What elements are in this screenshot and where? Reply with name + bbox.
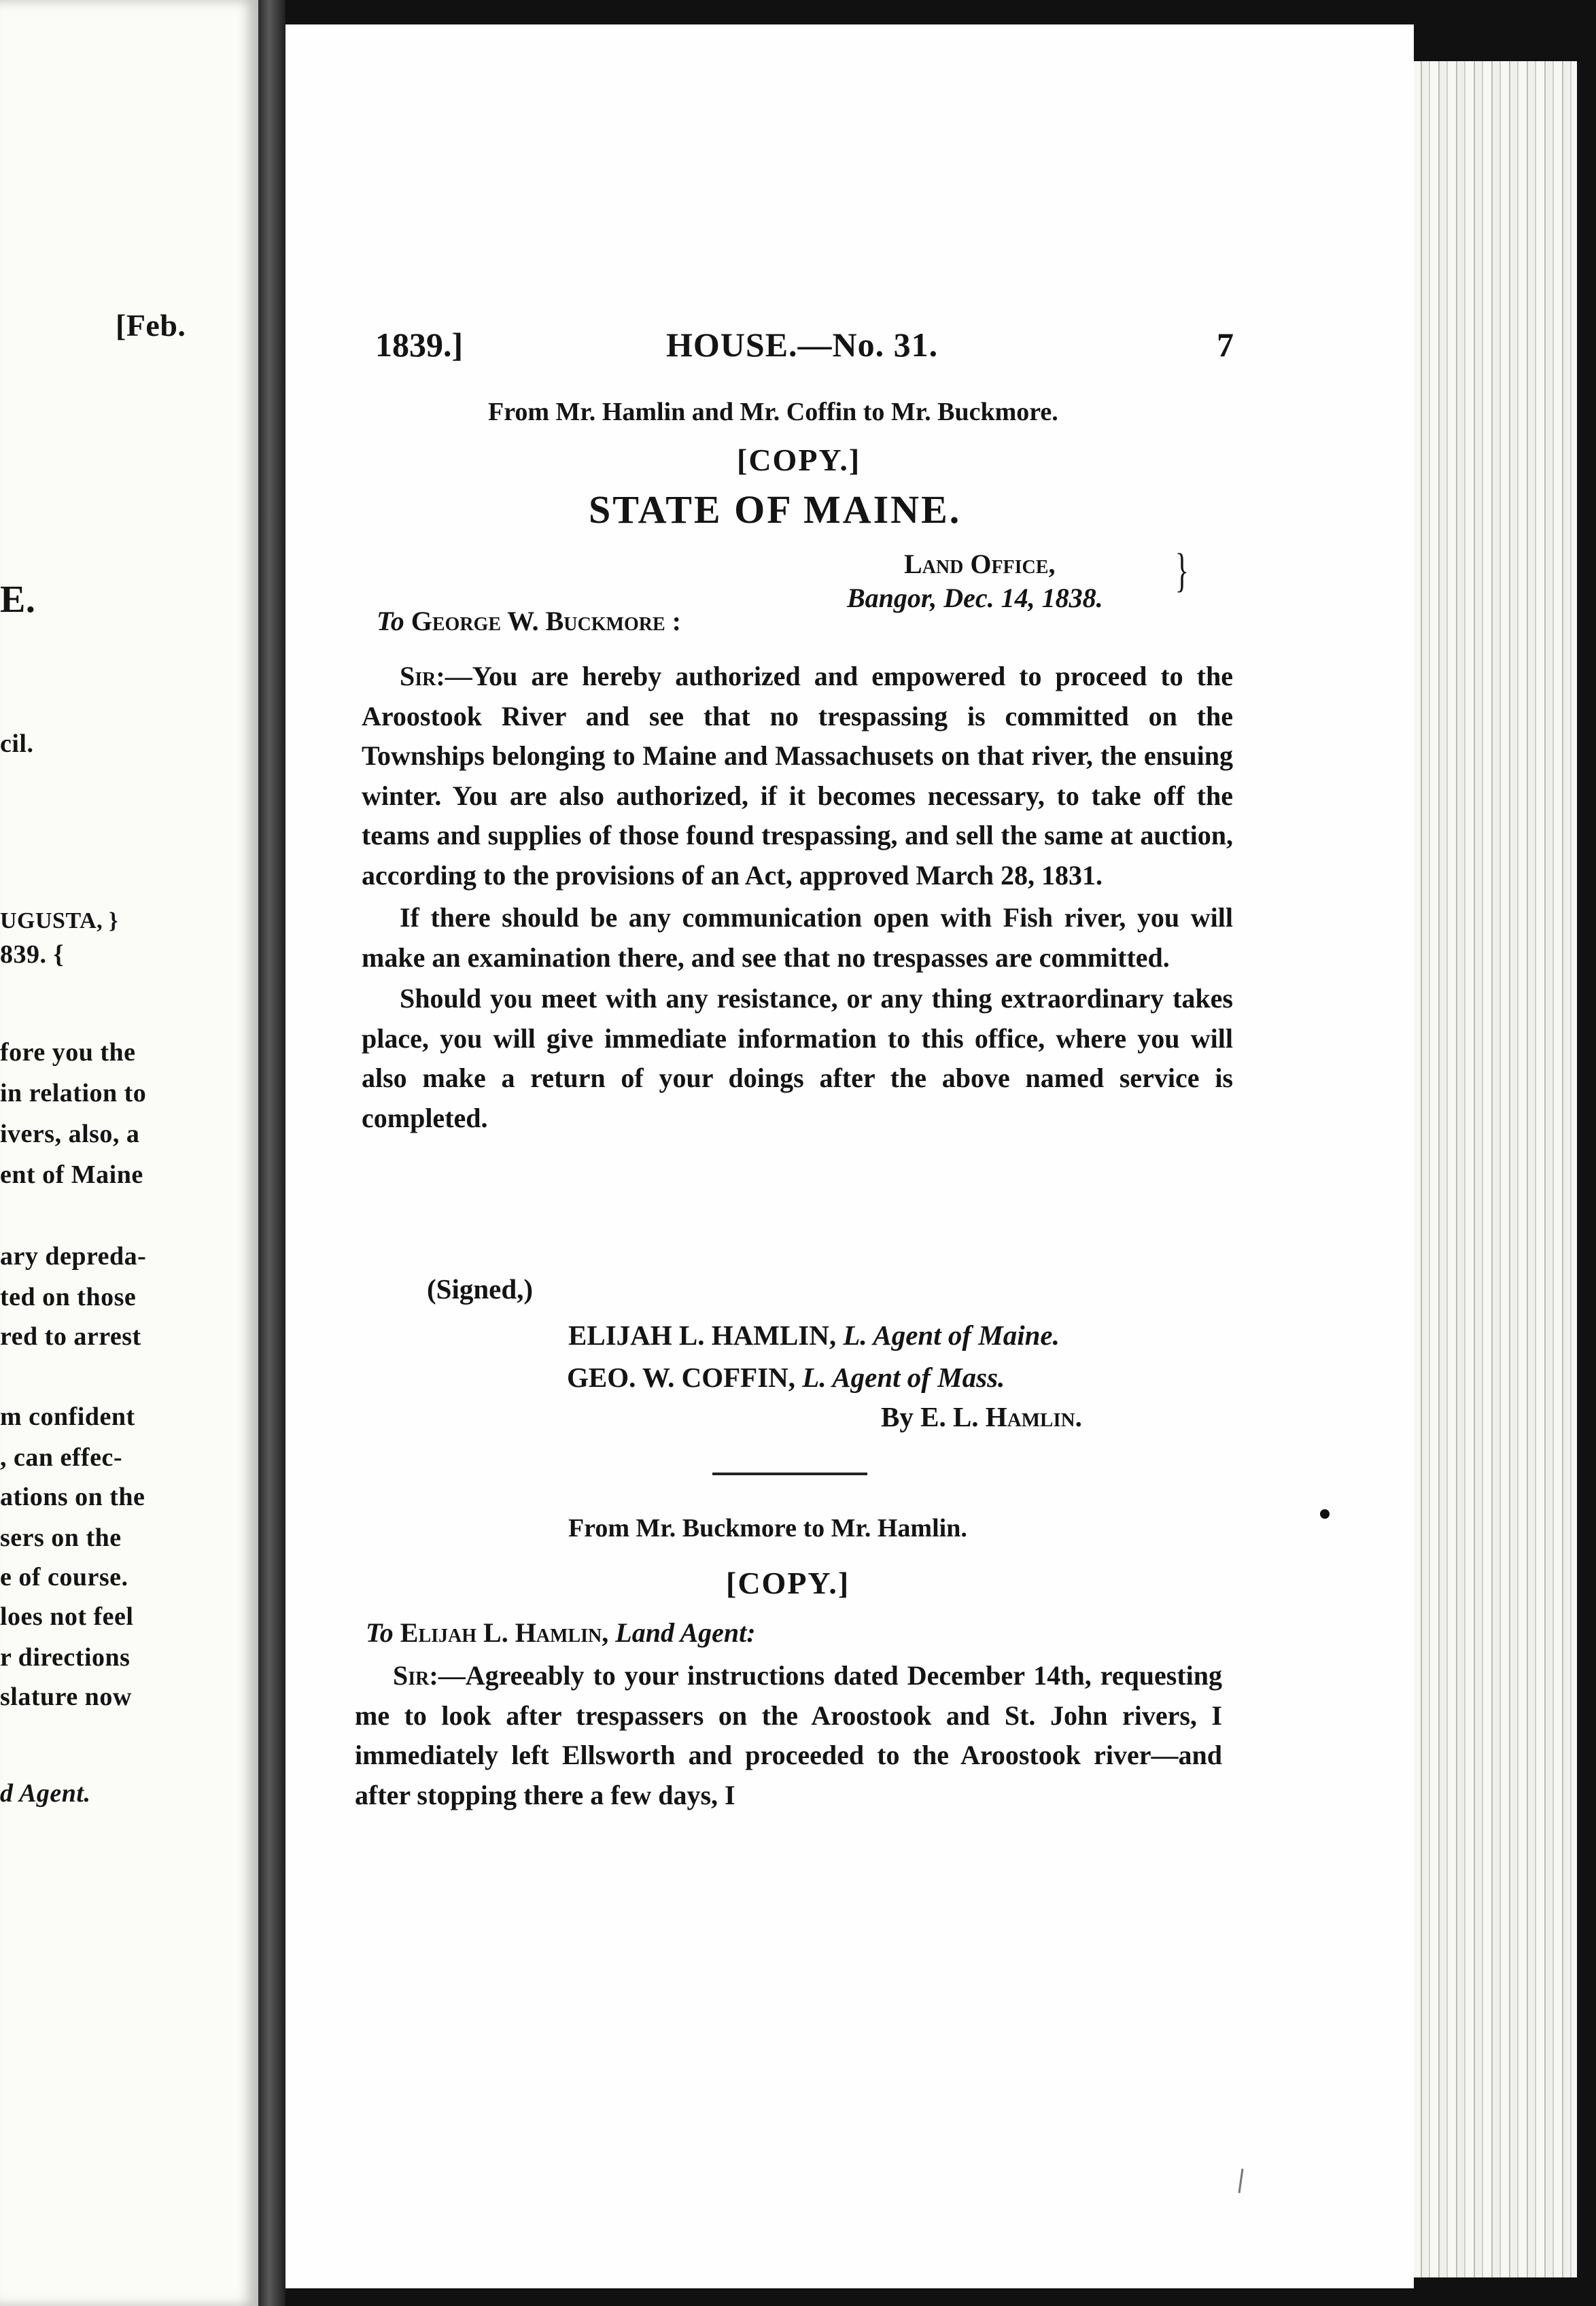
left-page-text: in relation to [0, 1079, 147, 1107]
letter2-paragraph-1 [355, 1656, 1222, 1815]
running-header-year: 1839.] [375, 326, 464, 364]
left-page-fragment [0, 0, 258, 2306]
sir-salutation: Sir [400, 661, 436, 691]
letter1-signature-2 [567, 1361, 1005, 1394]
signatory-name: Hamlin. [985, 1401, 1082, 1432]
left-page-text: E. [0, 579, 36, 621]
letter1-office-brace: } [1175, 545, 1189, 597]
left-page-text: loes not feel [0, 1602, 134, 1631]
signatory-title: L. Agent of Maine. [843, 1320, 1060, 1351]
left-page-text: red to arrest [0, 1322, 141, 1351]
salutation-to: To [377, 606, 404, 636]
section-divider [712, 1473, 867, 1475]
letter1-office-line1: Land Office, [904, 549, 1056, 579]
paragraph-text: :—You are hereby authorized and empowered to proceed to the Aroostook River and see that no trespassing is committed on the Townships belonging to Maine and Massachusets on that river, the ensuing winter. You are also authorized, if it becomes necessary, to take off the teams and supplies of those found trespassing, and sell the same at auction, according to the provisions of an Act, approved March 28, 1831. [362, 661, 1233, 891]
left-page-text: cil. [0, 729, 34, 758]
left-page-text: slature now [0, 1683, 132, 1711]
left-page-header: [Feb. [116, 308, 186, 343]
left-page-text: e of course. [0, 1563, 128, 1591]
letter2-copy-label: [COPY.] [726, 1566, 850, 1600]
left-page-signature: d Agent. [0, 1779, 91, 1808]
salutation-name: Elijah L. Hamlin, [400, 1617, 609, 1648]
paragraph-text: :—Agreeably to your instructions dated December 14th, requesting me to look after trespassers on the Aroostook and St. John rivers, I immediately left Ellsworth and proceeded to the Aroostook river—and after stopping there a few days, I [355, 1660, 1222, 1810]
letter1-heading: From Mr. Hamlin and Mr. Coffin to Mr. Buckmore. [488, 398, 1058, 426]
left-page-text: , can effec- [0, 1443, 123, 1472]
signatory-title: L. Agent of Mass. [802, 1362, 1005, 1393]
salutation-title: Land Agent: [615, 1617, 756, 1648]
paragraph-text: Should you meet with any resistance, or any thing extraordinary takes place, you will give immediate information to this office, where you will also make a return of your doings after the above named service is completed. [362, 983, 1233, 1133]
letter1-salutation [377, 605, 681, 637]
page-edges [1387, 61, 1577, 2277]
letter1-paragraph-1 [362, 657, 1233, 895]
left-page-text: ent of Maine [0, 1160, 143, 1189]
letter1-body [362, 657, 1233, 1138]
salutation-to: To [366, 1617, 394, 1648]
left-page-text: r directions [0, 1643, 131, 1672]
letter1-copy-label: [COPY.] [737, 443, 861, 477]
left-page-text: fore you the [0, 1038, 136, 1067]
sir-salutation: Sir [393, 1660, 430, 1691]
left-page-text: sers on the [0, 1524, 122, 1552]
left-page-text: UGUSTA, } [0, 908, 119, 933]
left-page-text: 839. { [0, 940, 64, 969]
left-page-text: ary depreda- [0, 1242, 147, 1271]
letter1-signature-1 [568, 1319, 1060, 1352]
letter2-salutation [366, 1617, 756, 1649]
book-gutter [258, 0, 285, 2306]
left-page-text: ivers, also, a [0, 1120, 140, 1148]
letter1-paragraph-2 [362, 898, 1233, 978]
salutation-colon: : [672, 606, 681, 636]
salutation-name: George W. Buckmore [411, 606, 665, 636]
letter1-signed-label: (Signed,) [427, 1273, 534, 1305]
letter1-signature-3 [881, 1400, 1082, 1433]
letter1-office-line2: Bangor, Dec. 14, 1838. [847, 583, 1103, 613]
ink-speck [1320, 1509, 1330, 1519]
left-page-text: ted on those [0, 1283, 137, 1311]
letter1-state-heading: STATE OF MAINE. [589, 487, 962, 532]
paragraph-text: If there should be any communication open with Fish river, you will make an examination there, and see that no trespasses are committed. [362, 902, 1233, 973]
left-page-text: m confident [0, 1402, 135, 1431]
page-number: 7 [1217, 326, 1234, 364]
letter1-paragraph-3 [362, 979, 1233, 1138]
letter2-heading: From Mr. Buckmore to Mr. Hamlin. [568, 1514, 967, 1543]
signatory-name: ELIJAH L. HAMLIN, [568, 1320, 837, 1351]
running-header-title: HOUSE.—No. 31. [666, 326, 939, 364]
letter2-body [355, 1656, 1222, 1815]
left-page-text: ations on the [0, 1483, 145, 1511]
signatory-name: GEO. W. COFFIN, [567, 1362, 796, 1393]
signatory-by: By E. L. [881, 1401, 979, 1432]
